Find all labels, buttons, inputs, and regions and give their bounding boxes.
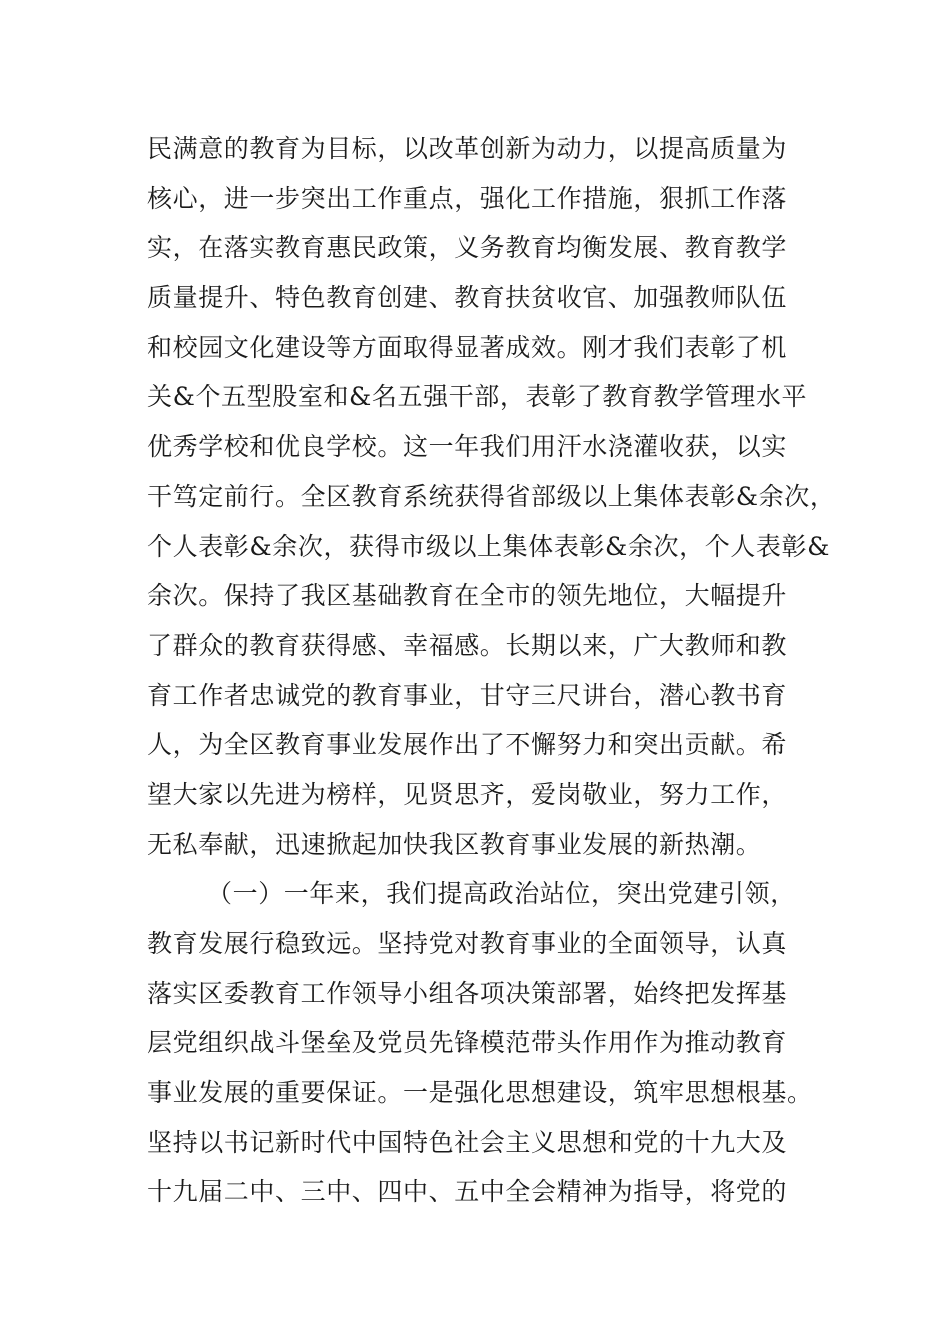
text-line: 层党组织战斗堡垒及党员先锋模范带头作用作为推动教育 (147, 1028, 788, 1058)
text-line: 民满意的教育为目标，以改革创新为动力，以提高质量为 (147, 134, 788, 163)
text-line: 核心，进一步突出工作重点，强化工作措施，狠抓工作落 (147, 183, 788, 213)
text-line: 十九届二中、三中、四中、五中全会精神为指导，将党的 (147, 1177, 788, 1207)
text-line: 无私奉献，迅速掀起加快我区教育事业发展的新热潮。 (147, 829, 762, 859)
section-heading-line: （一）一年来，我们提高政治站位，突出党建引领， (207, 879, 796, 909)
text-line: 优秀学校和优良学校。这一年我们用汗水浇灌收获，以实 (147, 432, 788, 462)
body-text (147, 124, 836, 1217)
text-line: 事业发展的重要保证。一是强化思想建设，筑牢思想根基。 (147, 1078, 813, 1108)
text-line: 落实区委教育工作领导小组各项决策部署，始终把发挥基 (147, 978, 788, 1008)
text-line: 个人表彰&余次，获得市级以上集体表彰&余次，个人表彰& (147, 531, 830, 561)
text-line: 实，在落实教育惠民政策，义务教育均衡发展、教育教学 (147, 233, 788, 263)
text-line: 教育发展行稳致远。坚持党对教育事业的全面领导，认真 (147, 929, 788, 958)
text-line: 余次。保持了我区基础教育在全市的领先地位，大幅提升 (147, 581, 788, 611)
text-line: 望大家以先进为榜样，见贤思齐，爱岗敬业，努力工作， (147, 779, 788, 809)
text-line: 坚持以书记新时代中国特色社会主义思想和党的十九大及 (147, 1127, 788, 1157)
text-line: 质量提升、特色教育创建、教育扶贫收官、加强教师队伍 (147, 283, 788, 313)
text-line: 了群众的教育获得感、幸福感。长期以来，广大教师和教 (147, 630, 788, 660)
text-line: 干笃定前行。全区教育系统获得省部级以上集体表彰&余次， (147, 481, 836, 511)
text-line: 关&个五型股室和&名五强干部，表彰了教育教学管理水平 (147, 382, 808, 412)
text-line: 育工作者忠诚党的教育事业，甘守三尺讲台，潜心教书育 (147, 680, 788, 710)
text-line: 和校园文化建设等方面取得显著成效。刚才我们表彰了机 (147, 332, 788, 362)
text-line: 人，为全区教育事业发展作出了不懈努力和突出贡献。希 (147, 730, 788, 760)
